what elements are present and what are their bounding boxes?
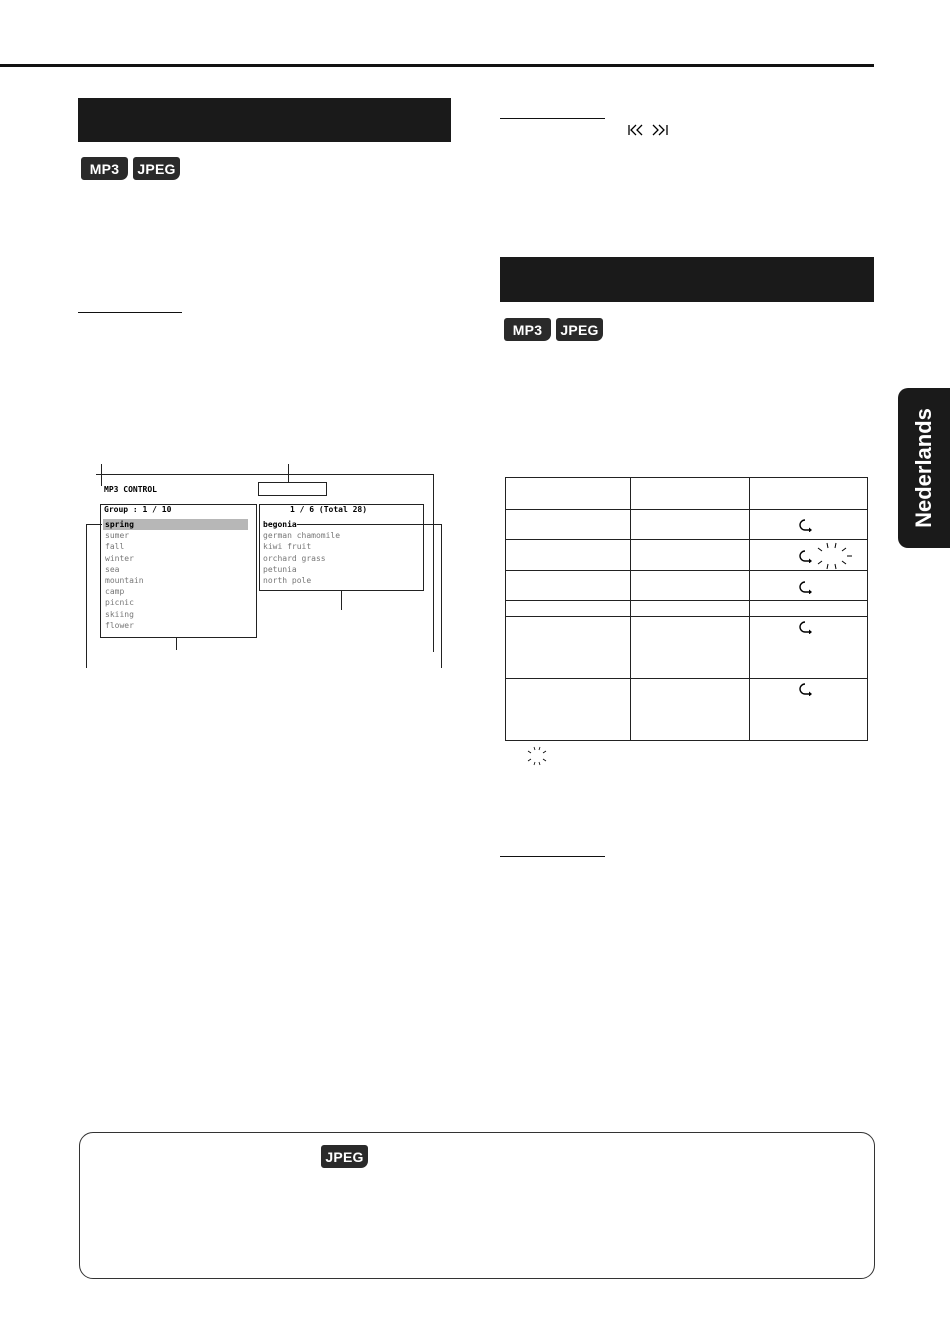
group-item[interactable]: fall (105, 542, 125, 552)
flashing-indicator-icon (524, 746, 552, 766)
callout-line-status (288, 464, 289, 482)
right-subheading-rule-top (500, 118, 605, 119)
repeat-mode-table (505, 477, 868, 741)
track-item[interactable]: north pole (263, 575, 312, 585)
table-row (506, 571, 868, 601)
table-row (506, 510, 868, 540)
language-tab (898, 388, 950, 548)
track-item[interactable]: kiwi fruit (263, 542, 312, 552)
callout-line-track-selection (441, 524, 442, 668)
skip-next-icon (653, 125, 667, 135)
table-row (506, 478, 868, 510)
flashing-legend (524, 746, 552, 771)
track-list (263, 519, 340, 586)
skip-buttons (627, 122, 671, 143)
callout-line-group-list (176, 638, 177, 650)
flashing-indicator-icon (810, 542, 858, 570)
mp3-control-title: MP3 CONTROL (104, 485, 157, 494)
group-list-panel (100, 504, 257, 638)
language-tab-label: Nederlands (911, 408, 937, 528)
group-item[interactable]: picnic (105, 598, 134, 608)
left-format-badges (81, 157, 180, 180)
skip-previous-next-icons (627, 122, 671, 138)
group-item[interactable]: camp (105, 587, 125, 597)
group-item[interactable]: sea (105, 564, 120, 574)
track-item[interactable]: orchard grass (263, 553, 326, 563)
jpeg-badge: JPEG (133, 157, 180, 180)
group-item[interactable]: mountain (105, 575, 144, 585)
table-row (506, 540, 868, 571)
group-item[interactable]: flower (105, 620, 134, 630)
skip-previous-icon (629, 125, 642, 135)
mp3-badge: MP3 (81, 157, 128, 180)
table-row (506, 679, 868, 741)
table-row (506, 601, 868, 617)
group-list (103, 519, 248, 631)
track-list-header: 1 / 6 (Total 28) (290, 505, 368, 514)
callout-line-group-selection (86, 524, 87, 668)
left-subheading-rule (78, 312, 182, 313)
note-format-badge (321, 1145, 368, 1168)
track-item[interactable]: german chamomile (263, 531, 341, 541)
group-item[interactable]: sumer (105, 531, 130, 541)
group-item-selected[interactable]: spring (103, 519, 248, 530)
left-section-heading-bar (78, 98, 451, 142)
repeat-arrow-icon (798, 518, 814, 532)
track-item-selected[interactable]: begonia (263, 520, 297, 529)
jpeg-badge: JPEG (556, 318, 603, 341)
callout-link-group-selection (86, 524, 102, 525)
repeat-arrow-icon (798, 682, 814, 696)
right-section-heading-bar (500, 257, 874, 302)
group-list-header: Group : 1 / 10 (104, 505, 172, 514)
header-rule (0, 64, 874, 67)
repeat-arrow-icon (798, 620, 814, 634)
right-subheading-rule-bottom (500, 856, 605, 857)
group-item[interactable]: winter (105, 553, 134, 563)
callout-line-title (101, 464, 102, 486)
group-item[interactable]: skiing (105, 609, 134, 619)
jpeg-badge: JPEG (321, 1145, 368, 1168)
table-row (506, 617, 868, 679)
callout-link-track-selection (297, 524, 441, 525)
mp3-badge: MP3 (504, 318, 551, 341)
mp3-control-status-box (258, 482, 327, 496)
right-format-badges (504, 318, 603, 341)
note-box (79, 1132, 875, 1279)
repeat-arrow-icon (798, 580, 814, 594)
callout-line-track-list (341, 591, 342, 610)
track-list-panel (259, 504, 424, 591)
track-item[interactable]: petunia (263, 564, 297, 574)
